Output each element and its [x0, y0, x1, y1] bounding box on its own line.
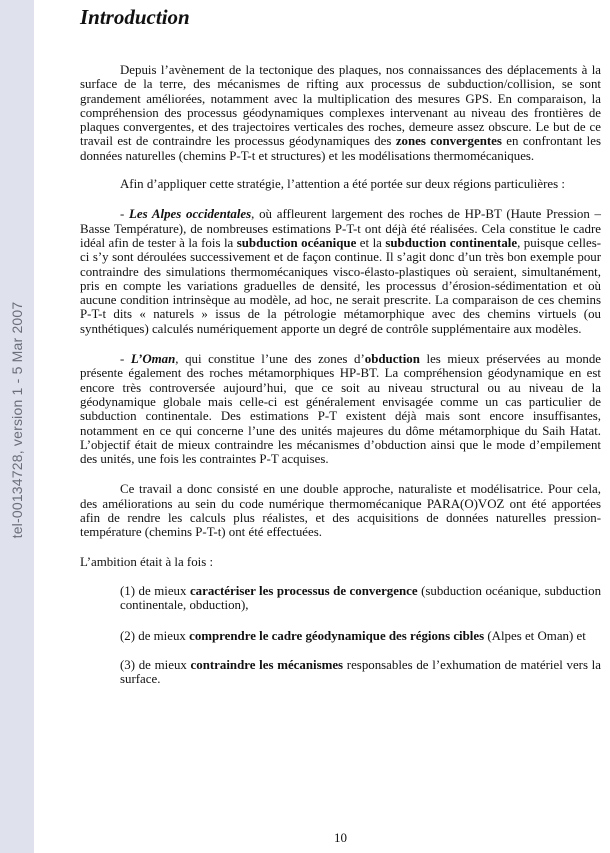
text-run: (Alpes et Oman) et [484, 628, 586, 643]
text-run: (3) de mieux [120, 657, 191, 672]
text-run: - [120, 352, 131, 367]
text-run: (2) de mieux [120, 628, 190, 643]
text-run: en confrontant les données naturelles (chemins P-T-t et structures) et les modélisations thermomécaniques. [80, 134, 602, 163]
text-run: (subduction océanique, subduction continentale, obduction), [120, 583, 602, 613]
text-run: et la [356, 235, 386, 250]
emphasis-text: Les Alpes occidentales [129, 207, 252, 222]
text-run: responsables de l’exhumation de matériel vers la surface. [120, 657, 601, 687]
section-title: Introduction [80, 5, 190, 29]
text-run: Ce travail a donc consisté en une double approche, naturaliste et modélisatrice. Pour cela, des améliorations au sein du code numérique thermomécanique PARA(O)VOZ ont été apportées afin de rendre les calculs plus réalistes, et des acquisitions de données naturelles pression-température (chemins P-T-t) ont été effectuées. [80, 482, 601, 540]
list-item-2 [120, 629, 601, 643]
text-run: L’ambition était à la fois : [80, 554, 214, 569]
emphasis-text: zones convergentes [395, 134, 502, 149]
paragraph-approach [80, 482, 601, 539]
page-number: 10 [334, 830, 347, 845]
text-run: Depuis l’avènement de la tectonique des plaques, nos connaissances des déplacements à la surface de la terre, des mécanismes de rifting aux processus de subduction/collision, se sont grandement améliorées, notamment avec la multiplication des mesures GPS. En comparaison, la compréhension des processus géodynamiques complexes intervenant au niveau des frontières de plaques convergentes, et des trajectoires verticales des roches, demeure assez obscure. Le but de ce travail est de contraindre les processus géodynamiques des [80, 63, 601, 149]
text-run: (1) de mieux [120, 583, 190, 598]
emphasis-text: caractériser les processus de convergence [189, 583, 418, 598]
text-run: Afin d’appliquer cette stratégie, l’attention a été portée sur deux régions particulières : [120, 177, 565, 192]
paragraph-ambition [80, 555, 601, 569]
emphasis-text: comprendre le cadre géodynamique des régions cibles [189, 628, 485, 643]
emphasis-text: subduction continentale [385, 235, 518, 250]
text-run: - [120, 207, 130, 222]
paragraph-alpes [80, 207, 601, 336]
text-run: , puisque celles-ci s’y sont déroulées successivement et de façon continue. Il s’agit donc d’un très bon exemple pour contraindre des simulations thermomécaniques visco-élasto-plastiques où seraient, simultanément, pris en compte les variations graduelles de densité, les processus d’érosion-sédimentation et où aucune condition intrinsèque au modèle, ad hoc, ne serait prescrite. La comparaison de ces chemins P-T-t dits « naturels » issus de la pétrologie métamorphique avec des chemins virtuels (ou synthétiques) calculés numériquement apporte un degré de contrôle supplémentaire aux modèles. [80, 235, 602, 336]
emphasis-text: contraindre les mécanismes [190, 657, 344, 672]
emphasis-text: subduction océanique [236, 235, 357, 250]
paragraph-oman [80, 352, 601, 466]
text-run: , où affleurent largement des roches de HP-BT (Haute Pression – Basse Température), de nombreuses estimations P-T-t ont déjà été réalisées. Cela constitue le cadre idéal afin de tester à la fois la [80, 207, 602, 250]
list-item-1 [120, 584, 601, 613]
text-run: , qui constitue l’une des zones d’ [175, 352, 365, 367]
emphasis-text: L’Oman [130, 352, 176, 367]
document-page [80, 0, 602, 845]
archive-stamp: tel-00134728, version 1 - 5 Mar 2007 [9, 301, 25, 539]
list-item-3 [120, 658, 601, 687]
paragraph-context [80, 63, 601, 163]
archive-sidebar [0, 0, 34, 853]
text-run: les mieux préservées au monde présente également des roches métamorphiques HP-BT. La compréhension géodynamique en est encore très controversée aujourd’hui, que ce soit au niveau structural ou au niveau de la géodynamique globale mais celle-ci est généralement envisagée comme un cas particulier de subduction continentale. Des estimations P-T existent déjà mais sont encore insuffisantes, notamment en ce qui concerne l’une des unités majeures du dôme métamorphique du Saih Hatat. L’objectif était de mieux contraindre les mécanismes d’obduction ainsi que le mode d’empilement des unités, une fois les contraintes P-T acquises. [80, 352, 601, 467]
emphasis-text: obduction [364, 352, 420, 367]
paragraph-strategy [80, 177, 601, 191]
